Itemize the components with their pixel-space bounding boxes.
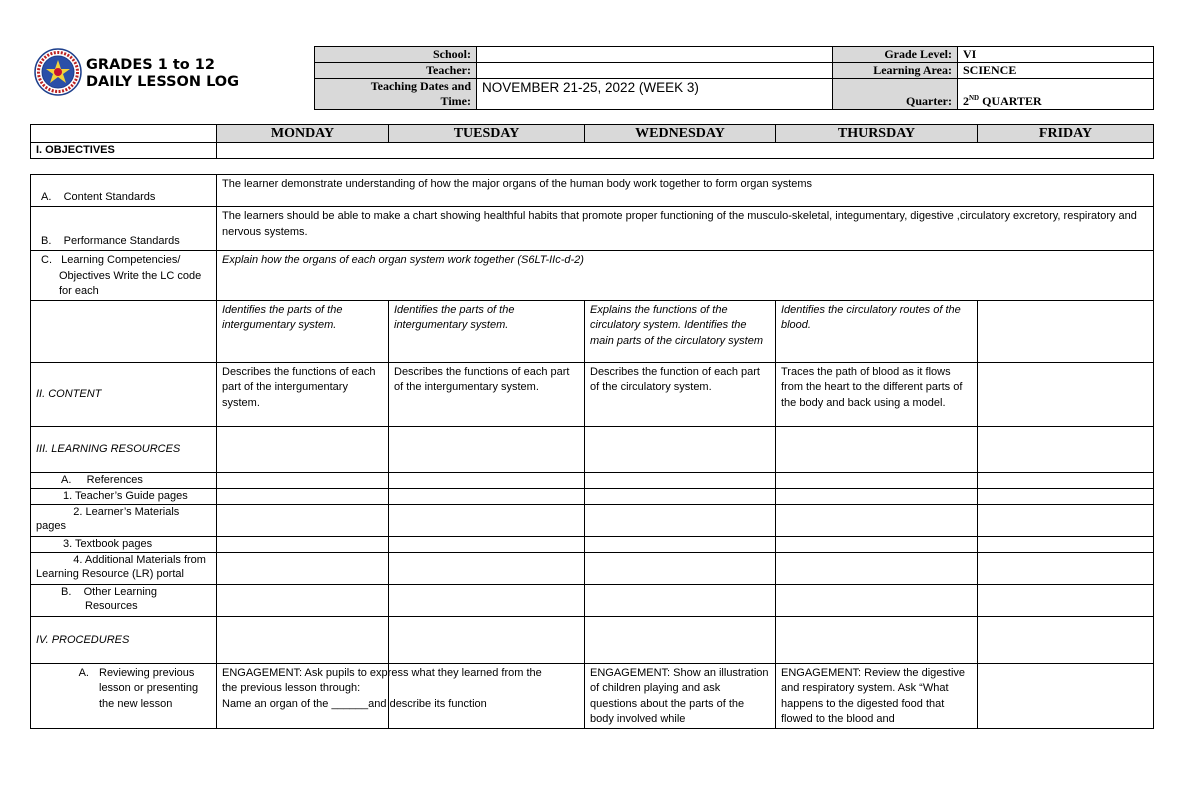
- performance-standards-text: The learners should be able to make a chart showing healthful habits that promote proper functioning of the musculo-skeletal, integumentary, digestive ,circulatory excretory, respiratory and nervous systems.: [217, 207, 1154, 251]
- content-wednesday: Describes the function of each part of the circulatory system.: [585, 362, 776, 426]
- grade-level-value: VI: [958, 47, 1154, 63]
- textbook-pages-label: 3. Textbook pages: [31, 536, 217, 552]
- performance-standards-label: B. Performance Standards: [31, 207, 217, 251]
- objective-thursday: Identifies the circulatory routes of the blood.: [776, 300, 978, 362]
- title-line-2: DAILY LESSON LOG: [86, 74, 240, 90]
- learning-resources-label: III. LEARNING RESOURCES: [31, 426, 217, 472]
- engagement-friday: [978, 663, 1154, 728]
- day-tuesday: TUESDAY: [389, 125, 585, 143]
- review-lesson-label: A. Reviewing previous lesson or presenting the new lesson: [31, 663, 217, 728]
- objective-monday: Identifies the parts of the intergumentary system.: [217, 300, 389, 362]
- content-standards-text: The learner demonstrate understanding of how the major organs of the human body work together to form organ systems: [217, 175, 1154, 207]
- engagement-monday: ENGAGEMENT: Ask pupils to express what they learned from the the previous lesson through: Name an organ of the ______and describe its function: [217, 663, 389, 728]
- teacher-value: [477, 63, 833, 79]
- learning-area-value: SCIENCE: [958, 63, 1154, 79]
- day-monday: MONDAY: [217, 125, 389, 143]
- lesson-plan-table: [30, 174, 1154, 729]
- content-tuesday: Describes the functions of each part of the intergumentary system.: [389, 362, 585, 426]
- content-standards-label: A. Content Standards: [31, 175, 217, 207]
- document-title: [86, 57, 239, 91]
- objective-wednesday: Explains the functions of the circulatory system. Identifies the main parts of the circulatory system: [585, 300, 776, 362]
- objectives-row-label: [31, 300, 217, 362]
- school-label: School:: [315, 47, 477, 63]
- teachers-guide-label: 1. Teacher’s Guide pages: [31, 488, 217, 504]
- learning-competencies-label: C. Learning Competencies/ Objectives Write the LC code for each: [31, 251, 217, 301]
- school-value: [477, 47, 833, 63]
- references-label: A. References: [31, 472, 217, 488]
- objectives-heading: I. OBJECTIVES: [31, 143, 217, 159]
- day-wednesday: WEDNESDAY: [585, 125, 776, 143]
- objective-friday: [978, 300, 1154, 362]
- additional-materials-label: 4. Additional Materials from Learning Resource (LR) portal: [31, 552, 217, 584]
- content-friday: [978, 362, 1154, 426]
- learning-area-label: Learning Area:: [833, 63, 958, 79]
- title-line-1: GRADES 1 to 12: [86, 57, 215, 73]
- content-monday: Describes the functions of each part of the intergumentary system.: [217, 362, 389, 426]
- day-thursday: THURSDAY: [776, 125, 978, 143]
- day-friday: FRIDAY: [978, 125, 1154, 143]
- content-label: II. CONTENT: [31, 362, 217, 426]
- teacher-label: Teacher:: [315, 63, 477, 79]
- day-header-blank: [31, 125, 217, 143]
- engagement-thursday: ENGAGEMENT: Review the digestive and respiratory system. Ask “What happens to the digested food that flowed to the blood and: [776, 663, 978, 728]
- procedures-label: IV. PROCEDURES: [31, 616, 217, 663]
- deped-seal-logo: [34, 48, 82, 96]
- objectives-heading-blank: [217, 143, 1154, 159]
- other-resources-label: B. Other Learning Resources: [31, 584, 217, 616]
- grade-level-label: Grade Level:: [833, 47, 958, 63]
- teaching-dates-value: NOVEMBER 21-25, 2022 (WEEK 3): [477, 79, 833, 110]
- objective-tuesday: Identifies the parts of the intergumentary system.: [389, 300, 585, 362]
- day-header-table: [30, 124, 1154, 159]
- learners-materials-label: 2. Learner’s Materials pages: [31, 504, 217, 536]
- teaching-dates-label: Teaching Dates and Time:: [315, 79, 477, 110]
- content-thursday: Traces the path of blood as it flows from the heart to the different parts of the body and back using a model.: [776, 362, 978, 426]
- learning-competencies-text: Explain how the organs of each organ system work together (S6LT-IIc-d-2): [217, 251, 1154, 301]
- quarter-label: Quarter:: [833, 79, 958, 110]
- lesson-info-table: [314, 46, 1154, 110]
- quarter-value: 2ND QUARTER: [958, 79, 1154, 110]
- engagement-wednesday: ENGAGEMENT: Show an illustration of children playing and ask questions about the parts of the body involved while: [585, 663, 776, 728]
